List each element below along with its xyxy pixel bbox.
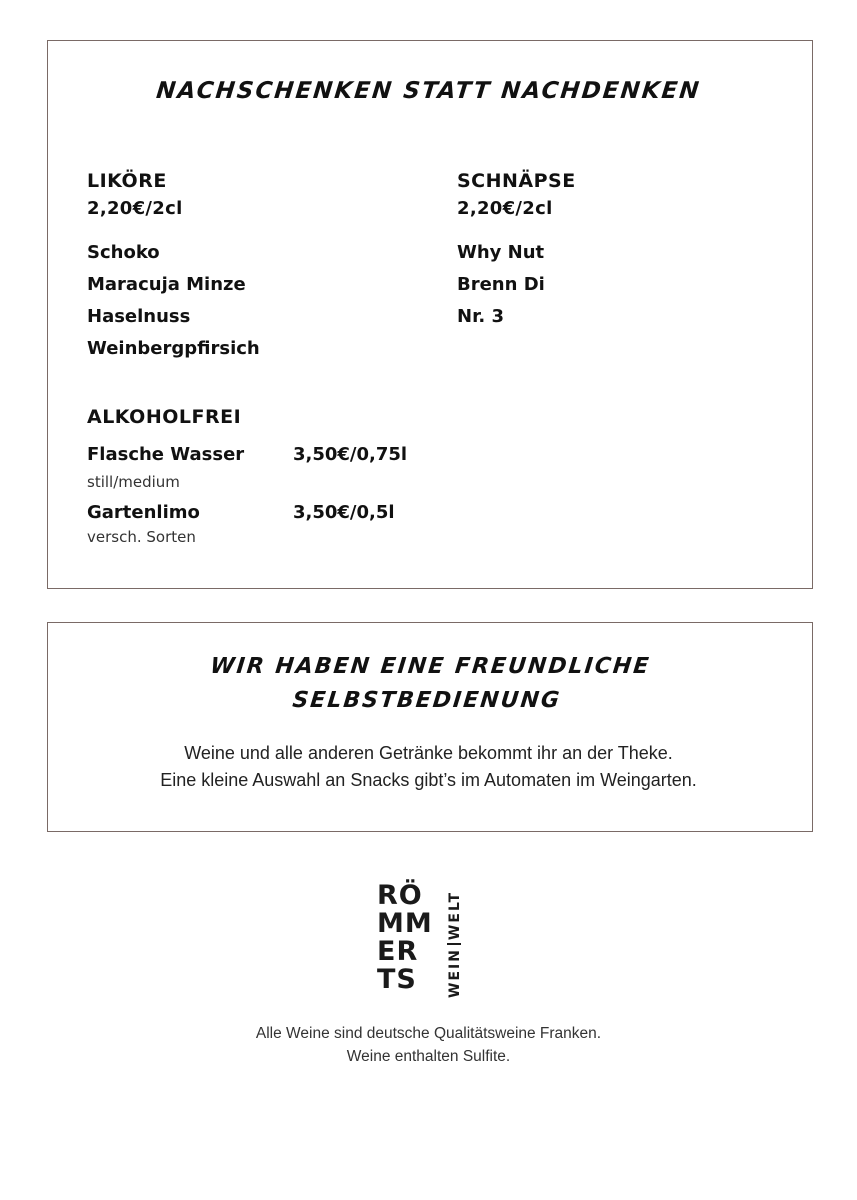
service-headline-line2: SELBSTBEDIENUNG [291,688,563,713]
likoere-item: Haselnuss [87,306,191,327]
service-text [0,740,857,794]
schnaepse-item: Brenn Di [457,274,545,295]
likoere-item: Schoko [87,242,160,263]
footer-line2: Weine enthalten Sulfite. [346,1048,511,1065]
schnaepse-item: Why Nut [457,242,545,263]
likoere-item: Weinbergpfirsich [87,338,260,359]
service-text-line2: Eine kleine Auswahl an Snacks gibt’s im Automaten im Weingarten. [160,770,697,790]
logo-row: ER [377,936,419,967]
alkoholfrei-item-note: still/medium [87,473,180,491]
service-headline-line1: WIR HABEN EINE FREUNDLICHE [209,654,652,679]
alkoholfrei-item-name: Gartenlimo [87,502,200,523]
service-headline [0,650,857,718]
schnaepse-title: SCHNÄPSE [457,170,576,192]
logo-side-text [447,891,463,998]
alkoholfrei-title: ALKOHOLFREI [87,406,242,428]
logo-divider [447,943,461,945]
alkoholfrei-item-price: 3,50€/0,75l [293,444,408,465]
likoere-price: 2,20€/2cl [87,198,183,219]
service-text-line1: Weine und alle anderen Getränke bekommt ihr an der Theke. [184,743,673,763]
footer-line1: Alle Weine sind deutsche Qualitätsweine Franken. [255,1025,602,1042]
logo-row: TS [377,964,417,995]
likoere-title: LIKÖRE [87,170,167,192]
footer-note [0,1022,857,1068]
schnaepse-price: 2,20€/2cl [457,198,553,219]
logo-row: RÖ [377,880,423,911]
logo-side-left: WEIN [447,948,463,998]
alkoholfrei-item-name: Flasche Wasser [87,444,245,465]
alkoholfrei-item-price: 3,50€/0,5l [293,502,395,523]
alkoholfrei-item-note: versch. Sorten [87,528,196,546]
menu-headline: NACHSCHENKEN STATT NACHDENKEN [155,78,702,104]
logo-letters [377,882,433,994]
logo-row: MM [377,908,433,939]
roemmerts-weinwelt-logo [372,880,482,1000]
schnaepse-item: Nr. 3 [457,306,505,327]
likoere-item: Maracuja Minze [87,274,246,295]
logo-side-right: WELT [447,890,463,941]
